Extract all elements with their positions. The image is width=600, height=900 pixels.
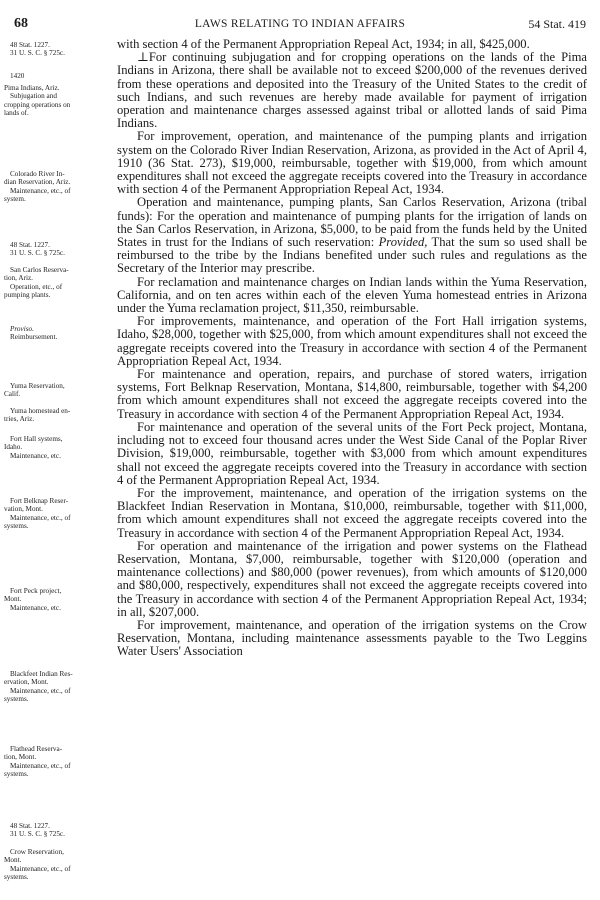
- margin-note-line: dian Reservation, Ariz.: [4, 178, 71, 187]
- margin-note-line: San Carlos Reserva-: [10, 266, 69, 274]
- margin-note-line: vation, Mont.: [4, 505, 43, 514]
- statute-reference: 54 Stat. 419: [528, 17, 586, 31]
- margin-note-line: lands of.: [4, 109, 29, 118]
- margin-note-line: Calif.: [4, 390, 21, 399]
- margin-note-line: tion, Mont.: [4, 753, 37, 762]
- proviso-text: That the sum so used shall be reimbursed to the tribe by the Indians benefited under such rules and regulations as the Secretary of the Interior may prescribe.: [117, 235, 588, 276]
- margin-note-line: Pima Indians, Ariz.: [4, 84, 60, 92]
- margin-note-line: systems.: [4, 770, 29, 779]
- margin-note-line: Mont.: [4, 595, 22, 604]
- margin-note-line: tries, Ariz.: [4, 415, 35, 424]
- margin-note-line: ervation, Mont.: [4, 678, 49, 687]
- margin-note-line: Maintenance, etc.: [10, 451, 61, 460]
- margin-note-fort-belknap: [4, 497, 112, 531]
- paragraph-blackfeet: For the improvement, maintenance, and operation of the irrigation systems on the Blackfeet Indian Reservation in Montana, $10,000, reimbursable, together with $11,000, from which amount expenditures shall not exceed the aggregate receipts covered into the Treasury in accordance with section 4 of the Permanent Appropriation Repeal Act, 1934.: [117, 485, 587, 540]
- paragraph-fort-peck: For maintenance and operation of the several units of the Fort Peck project, Montana, including not to exceed four thousand acres under the West Side Canal of the Poplar River Division, $19,000, reimbursable, together with $3,000 from which amount expenditures shall not exceed the aggregate receipts covered into the Treasury in accordance with section 4 of the Permanent Appropriation Repeal Act, 1934.: [117, 419, 587, 487]
- margin-note-line: systems.: [4, 873, 29, 882]
- margin-note-flathead: [4, 745, 112, 779]
- margin-note-citation: [4, 241, 118, 258]
- margin-note-line: Fort Belknap Reser-: [10, 497, 69, 505]
- margin-note-line: Maintenance, etc., of: [10, 761, 71, 770]
- margin-note-line: Fort Hall systems,: [10, 435, 63, 443]
- margin-note-line: Maintenance, etc.: [10, 603, 61, 612]
- margin-note-citation: [4, 822, 118, 839]
- margin-note-line: 48 Stat. 1227.: [10, 241, 50, 249]
- margin-note-line: 1420: [10, 72, 25, 80]
- page-number: 68: [14, 16, 28, 31]
- paragraph-yuma: For reclamation and maintenance charges on Indian lands within the Yuma Reservation, California, and on ten acres within each of the eleven Yuma homestead entries in Arizona under the Yuma reclamation project, $11,350, reimbursable.: [117, 274, 587, 316]
- margin-note-line: Maintenance, etc., of: [10, 513, 71, 522]
- margin-note-pima: [4, 84, 112, 118]
- margin-note-line: 48 Stat. 1227.: [10, 41, 50, 49]
- paragraph-crow: For improvement, maintenance, and operation of the irrigation systems on the Crow Reservation, Montana, including maintenance assessments payable to the Two Leggins Water Users' Association: [117, 617, 587, 659]
- margin-note-line: tion, Ariz.: [4, 274, 33, 283]
- statute-body: [117, 38, 587, 659]
- margin-note-line: 31 U. S. C. § 725c.: [10, 249, 65, 258]
- margin-note-fort-peck: [4, 587, 112, 612]
- margin-note-line: Proviso.: [10, 325, 34, 333]
- margin-note-line: Fort Peck project,: [10, 587, 62, 595]
- margin-note-line: Colorado River In-: [10, 170, 65, 178]
- running-title: LAWS RELATING TO INDIAN AFFAIRS: [194, 18, 406, 30]
- margin-note-line: Subjugation and: [10, 92, 57, 101]
- margin-note-line: Flathead Reserva-: [10, 745, 63, 753]
- margin-note-proviso: [4, 325, 118, 342]
- paragraph-flathead: For operation and maintenance of the irrigation and power systems on the Flathead Reservation, Montana, $7,000, reimbursable, together with $120,000 (operation and maintenance collections) and $80,000 (power revenues), from which amounts of $120,000 and $80,000, respectively, expenditures shall not exceed the aggregate receipts covered into the Treasury in accordance with section 4 of the Permanent Appropriation Repeal Act, 1934; in all, $207,000.: [117, 538, 587, 619]
- margin-note-blackfeet: [4, 670, 112, 704]
- margin-note-line: Yuma homestead en-: [10, 407, 71, 415]
- margin-note-crow: [4, 848, 112, 882]
- margin-note-line: Mont.: [4, 856, 22, 865]
- margin-note-line: Blackfeet Indian Res-: [10, 670, 73, 678]
- margin-note-line: Operation, etc., of: [10, 282, 63, 291]
- margin-note-page-mark: [4, 72, 118, 80]
- margin-note-line: Crow Reservation,: [10, 848, 64, 856]
- margin-note-line: Idaho.: [4, 443, 23, 452]
- margin-note-line: systems.: [4, 522, 29, 531]
- paragraph: with section 4 of the Permanent Appropriation Repeal Act, 1934; in all, $425,000.: [117, 37, 530, 51]
- paragraph-san-carlos: [117, 196, 587, 275]
- proviso-label: Provided,: [378, 235, 428, 250]
- margin-note-line: 48 Stat. 1227.: [10, 822, 50, 830]
- margin-note-colorado-river: [4, 170, 112, 204]
- paragraph-fort-hall: For improvements, maintenance, and operation of the Fort Hall irrigation systems, Idaho, $28,000, together with $25,000, from which amount expenditures shall not exceed the aggregate receipts covered into the Treasury in accordance with section 4 of the Permanent Appropriation Repeal Act, 1934.: [117, 314, 587, 368]
- margin-note-yuma: [4, 382, 112, 399]
- margin-note-line: system.: [4, 195, 26, 204]
- paragraph-fort-belknap: For maintenance and operation, repairs, and purchase of stored waters, irrigation systems, Fort Belknap Reservation, Montana, $14,800, reimbursable, together with $4,200 from which amount expenditures shall not exceed the aggregate receipts covered into the Treasury in accordance with section 4 of the Permanent Appropriation Repeal Act, 1934.: [117, 367, 587, 421]
- margin-note-line: cropping operations on: [4, 100, 71, 109]
- margin-note-line: 31 U. S. C. § 725c.: [10, 49, 65, 58]
- margin-note-line: Yuma Reservation,: [10, 382, 65, 390]
- margin-note-line: Maintenance, etc., of: [10, 864, 71, 873]
- margin-note-yuma-homestead: [4, 407, 112, 424]
- margin-note-line: Maintenance, etc., of: [10, 686, 71, 695]
- margin-note-line: Reimbursement.: [10, 333, 58, 342]
- margin-note-line: 31 U. S. C. § 725c.: [10, 830, 65, 839]
- margin-note-citation: [4, 41, 118, 58]
- paragraph-pima: ⊥For continuing subjugation and for cropping operations on the lands of the Pima Indians in Arizona, there shall be available not to exceed $200,000 of the revenues derived from these operations and deposited into the Treasury of the United States to the credit of such Indians, and such revenues are hereby made available for payment of irrigation operation and maintenance charges assessed against tribal or allotted lands of said Pima Indians.: [117, 50, 587, 131]
- page-header: [14, 14, 586, 34]
- margin-note-line: Maintenance, etc., of: [10, 186, 71, 195]
- margin-note-san-carlos: [4, 266, 112, 300]
- margin-note-line: systems.: [4, 695, 29, 704]
- margin-note-fort-hall: [4, 435, 112, 460]
- margin-note-line: pumping plants.: [4, 291, 51, 300]
- paragraph-colorado-river: For improvement, operation, and maintenance of the pumping plants and irrigation system on the Colorado River Indian Reservation, Arizona, as provided in the Act of April 4, 1910 (36 Stat. 273), $19,000, reimbursable, together with $19,000, from which amount expenditures shall not exceed the aggregate receipts covered into the Treasury in accordance with section 4 of the Permanent Appropriation Repeal Act, 1934.: [117, 129, 587, 197]
- paragraph-text: Operation and maintenance, pumping plants, San Carlos Reservation, Arizona (tribal funds): For the operation and maintenance of pumping plants for the irrigation of lands on the San Carlos Reservation, in Arizona, $5,000, to be paid from the funds held by the United States in trust for the Indians of such reservation:: [117, 195, 587, 250]
